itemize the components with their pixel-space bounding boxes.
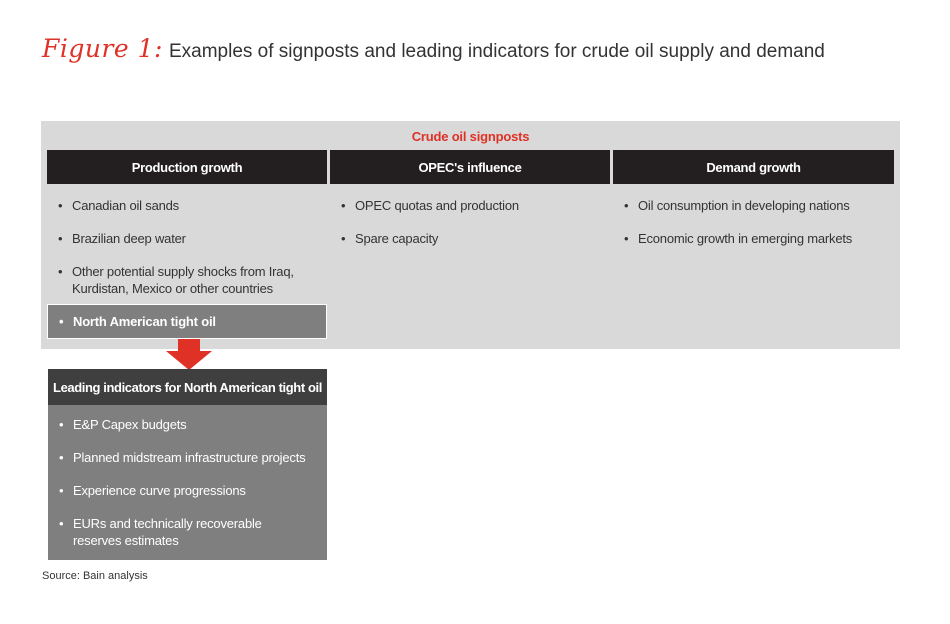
leading-indicators-box bbox=[48, 405, 327, 560]
highlighted-item-box bbox=[47, 304, 327, 339]
list-item: • Economic growth in emerging markets bbox=[613, 230, 894, 247]
figure-caption: Examples of signposts and leading indicators for crude oil supply and demand bbox=[168, 41, 825, 62]
figure-title bbox=[42, 34, 825, 70]
figure-label: Figure 1: bbox=[42, 34, 163, 63]
column-header-production-growth: Production growth bbox=[47, 150, 327, 184]
list-item: • Oil consumption in developing nations bbox=[613, 197, 894, 214]
list-item: • Experience curve progressions bbox=[48, 482, 327, 499]
highlighted-list-item: • North American tight oil bbox=[48, 313, 326, 330]
list-item: • Brazilian deep water bbox=[47, 230, 327, 247]
panel-heading: Crude oil signposts bbox=[411, 129, 530, 144]
leading-indicators-header: Leading indicators for North American tight oil bbox=[48, 369, 327, 405]
list-item: • Canadian oil sands bbox=[47, 197, 327, 214]
column-header-demand-growth: Demand growth bbox=[613, 150, 894, 184]
list-item: • OPEC quotas and production bbox=[330, 197, 610, 214]
list-item: • Spare capacity bbox=[330, 230, 610, 247]
list-item: • EURs and technically recoverable reserves estimates bbox=[48, 515, 308, 549]
source-note: Source: Bain analysis bbox=[42, 570, 148, 582]
column-header-opec-influence: OPEC's influence bbox=[330, 150, 610, 184]
down-arrow-icon bbox=[166, 339, 212, 370]
list-item: • E&P Capex budgets bbox=[48, 416, 327, 433]
list-item: • Planned midstream infrastructure projects bbox=[48, 449, 327, 466]
list-item: • Other potential supply shocks from Iraq, Kurdistan, Mexico or other countries bbox=[47, 263, 327, 297]
